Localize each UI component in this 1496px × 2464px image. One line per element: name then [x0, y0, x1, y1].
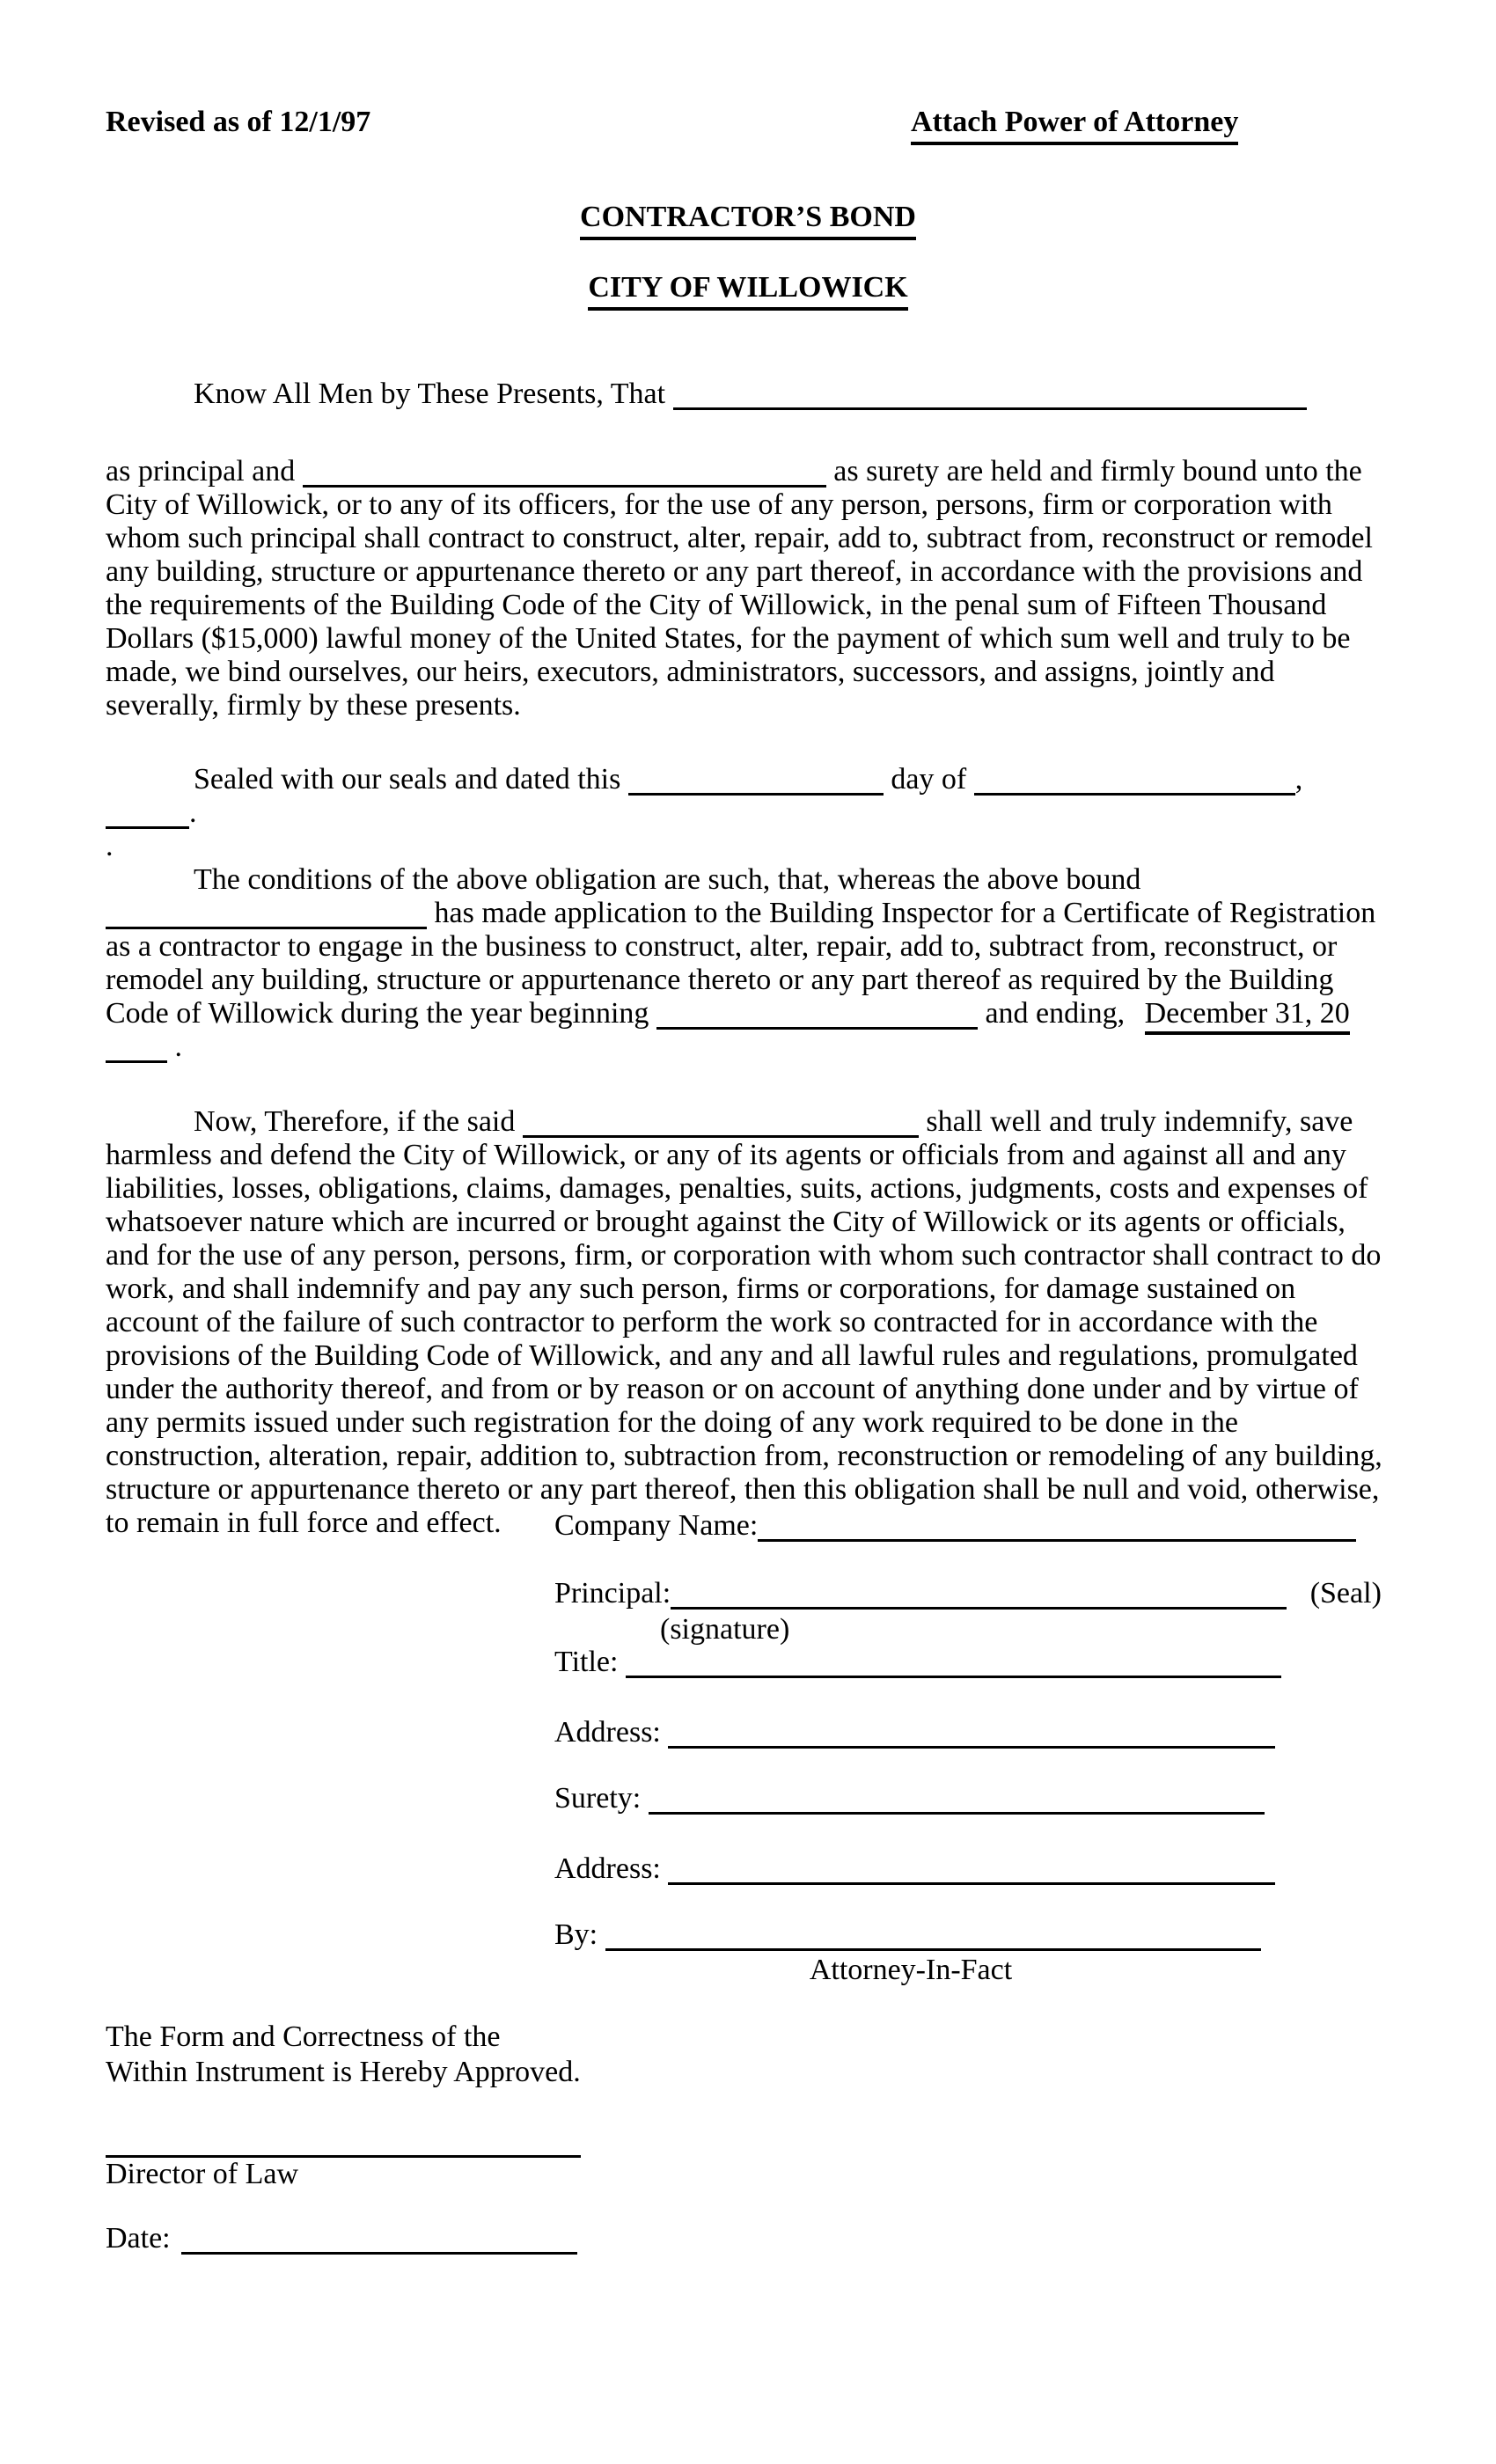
surety-label: Surety:: [554, 1782, 642, 1815]
principal-clause: [106, 455, 1395, 722]
signature-note-row: [554, 1613, 789, 1646]
document-title-text: CONTRACTOR’S BOND: [580, 201, 916, 240]
principal-row: [554, 1577, 1382, 1610]
surety-name-blank[interactable]: [303, 455, 826, 488]
title-input-line[interactable]: [626, 1646, 1281, 1678]
indemnity-clause: [106, 1105, 1395, 1540]
indemnity-clause-lead: Now, Therefore, if the said: [194, 1105, 516, 1138]
by-row: [554, 1918, 1261, 1952]
company-name-label: Company Name:: [554, 1509, 759, 1542]
attach-power-of-attorney-note: [911, 106, 1238, 145]
revised-note: Revised as of 12/1/97: [106, 106, 371, 138]
date-row: [106, 2222, 577, 2255]
company-name-input-line[interactable]: [758, 1509, 1356, 1542]
approval-line-1: The Form and Correctness of the: [106, 2020, 501, 2053]
conditions-clause: [106, 863, 1395, 1064]
day-of-text: day of: [891, 763, 967, 796]
director-of-law-caption: Director of Law: [106, 2158, 299, 2190]
address-label-1: Address:: [554, 1716, 661, 1749]
surety-row: [554, 1782, 1265, 1815]
conditions-final-period: .: [174, 1030, 182, 1063]
signature-note: (signature): [660, 1613, 790, 1646]
end-year-blank[interactable]: [106, 1030, 167, 1063]
principal-clause-text: as surety are held and firmly bound unto the City of Willowick, or to any of its officers, for the use of any person, persons, firm or corporation with whom such principal shall contract to construct, alter, repair, add to, subtract from, reconstruct or remodel any building, structure or appurtenance thereto or any part thereof, in accordance with the provisions and the requirements of the Building Code of the City of Willowick, in the penal sum of Fifteen Thousand Dollars ($15,000) lawful money of the United States, for the payment of which sum well and truly to be made, we bind ourselves, our heirs, executors, administrators, successors, and assigns, jointly and severally, firmly by these presents.: [106, 455, 1373, 722]
conditions-text: has made application to the Building Inspector for a Certificate of Registration as a contractor to engage in the business to construct, alter, repair, add to, subtract from, reconstruct, or remodel any building, structure or appurtenance thereto or any part thereof as required by the Building Code of Willowick during the year beginning: [106, 897, 1376, 1030]
date-input-line[interactable]: [181, 2222, 577, 2255]
attorney-in-fact-caption: Attorney-In-Fact: [809, 1954, 1013, 1986]
stray-period-1: .: [189, 796, 197, 829]
approval-note: [106, 2020, 581, 2090]
document-subtitle-text: CITY OF WILLOWICK: [588, 271, 907, 311]
address-input-line-2[interactable]: [668, 1852, 1275, 1885]
indemnity-clause-text: shall well and truly indemnify, save harmless and defend the City of Willowick, or any of its agents or officials from and against all and any liabilities, losses, obligations, claims, damages, penalties, suits, actions, judgments, costs and expenses of whatsoever nature which are incurred or brought against the City of Willowick or its agents or officials, and for the use of any person, persons, firm, or corporation with whom such contractor shall contract to do work, and shall indemnify and pay any such person, firms or corporations, for damage sustained on account of the failure of such contractor to perform the work so contracted for in accordance with the provisions of the Building Code of Willowick, and any and all lawful rules and regulations, promulgated under the authority thereof, and from or by reason or on account of anything done under and by virtue of any permits issued under such registration for the doing of any work required to be done in the construction, alteration, repair, addition to, subtraction from, reconstruction or remodeling of any building, structure or appurtenance thereto or any part thereof, then this obligation shall be null and void, otherwise, to remain in full force and effect.: [106, 1105, 1382, 1539]
conditions-line1: The conditions of the above obligation are such, that, whereas the above bound: [194, 863, 1141, 896]
principal-clause-lead: as principal and: [106, 455, 296, 488]
day-blank[interactable]: [628, 763, 884, 796]
principal-signature-line[interactable]: [671, 1577, 1287, 1610]
opening-line: [106, 378, 1395, 411]
applicant-name-blank[interactable]: [106, 897, 427, 929]
attach-power-of-attorney-text: Attach Power of Attorney: [911, 106, 1238, 145]
sealed-clause: [106, 763, 1395, 863]
by-signature-line[interactable]: [605, 1918, 1261, 1951]
surety-input-line[interactable]: [649, 1782, 1265, 1815]
principal-label: Principal:: [554, 1577, 671, 1610]
sealed-comma: ,: [1294, 763, 1303, 796]
end-date-text: December 31, 20: [1145, 997, 1350, 1035]
document-subtitle: [0, 271, 1496, 311]
address-row-1: [554, 1716, 1275, 1749]
sealed-clause-lead: Sealed with our seals and dated this: [194, 763, 621, 796]
document-body: [106, 378, 1395, 1540]
address-row-2: [554, 1852, 1275, 1886]
by-label: By:: [554, 1918, 598, 1951]
date-label: Date:: [106, 2222, 171, 2255]
approval-line-2: Within Instrument is Hereby Approved.: [106, 2056, 581, 2088]
company-name-row: [554, 1509, 1356, 1543]
title-row: [554, 1646, 1281, 1679]
seal-note: (Seal): [1309, 1577, 1382, 1610]
address-label-2: Address:: [554, 1852, 661, 1885]
month-blank[interactable]: [974, 763, 1295, 796]
stray-period-2: .: [106, 830, 114, 862]
title-label: Title:: [554, 1646, 619, 1678]
opening-text: Know All Men by These Presents, That: [194, 378, 666, 410]
address-input-line-1[interactable]: [668, 1716, 1275, 1749]
principal-name-blank[interactable]: [673, 378, 1307, 410]
said-contractor-blank[interactable]: [523, 1105, 919, 1138]
document-title: [0, 201, 1496, 240]
year-blank[interactable]: [106, 796, 189, 829]
and-ending-text: and ending,: [985, 997, 1126, 1030]
year-beginning-blank[interactable]: [656, 997, 978, 1030]
